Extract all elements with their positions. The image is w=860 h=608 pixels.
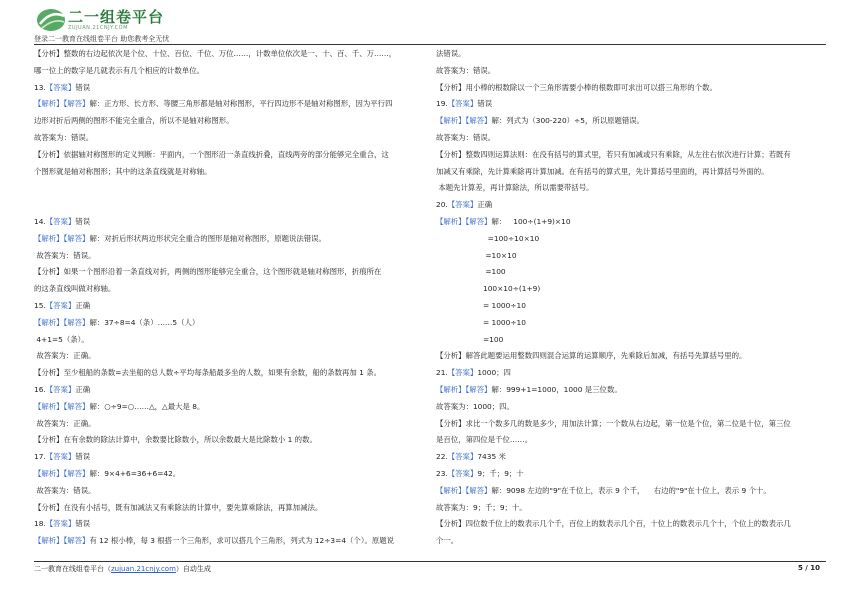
text-line: 【解析】【解答】有 12 根小棒，每 3 根搭一个三角形，求可以搭几个三角形，列式为 12÷3=4（个）。原题说 [34, 536, 395, 546]
text-line: 【解析】【解答】解：正方形、长方形、等腰三角形都是轴对称图形，平行四边形不是轴对称图形，因为平行四 [34, 99, 393, 109]
text-line: 故答案为：错误。 [34, 132, 94, 142]
footer-source [34, 564, 211, 574]
text-line: =100÷10×10 [436, 233, 540, 243]
text-line: 加减又有乘除，先计算乘除再计算加减。在有括号的算式里，先计算括号里面的，再计算括号外面的。 [436, 166, 769, 176]
right-column [436, 46, 828, 550]
footer-link[interactable]: zujuan.21cnjy.com [111, 565, 176, 573]
text-line: 故答案为：错误。 [436, 65, 496, 75]
text-line: 个图形就是轴对称图形；其中的这条直线就是对称轴。 [34, 166, 212, 176]
page-header [0, 0, 860, 46]
footer-prefix: 二一教育在线组卷平台（ [34, 565, 111, 573]
text-line: = 1000÷10 [436, 300, 526, 310]
footer-divider [34, 561, 826, 562]
text-line: 个一。 [436, 536, 459, 546]
text-line: 哪一位上的数字是几就表示有几个相应的计数单位。 [34, 65, 204, 75]
header-divider [34, 44, 826, 45]
header-tagline: 登录二一教育在线组卷平台 助您教考全无忧 [34, 35, 170, 43]
brand-name: 二一组卷平台 [68, 8, 165, 26]
text-line: 15.【答案】正确 [34, 300, 91, 310]
text-line: 【解析】【解答】解：999+1=1000，1000 是三位数。 [436, 384, 622, 394]
text-line: 故答案为：正确。 [34, 418, 96, 428]
text-line: 【分析】求比一个数多几的数是多少，用加法计算；一个数从右边起，第一位是个位，第二位是十位，第三位 [436, 418, 791, 428]
text-line: 13.【答案】错误 [34, 82, 91, 92]
text-line: 【分析】依据轴对称图形的定义判断：平面内，一个图形沿一条直线折叠，直线两旁的部分能够完全重合，这 [34, 149, 389, 159]
text-line: 的这条直线叫做对称轴。 [34, 284, 116, 294]
text-line: 23.【答案】9；千；9；十 [436, 468, 524, 478]
text-line: 【分析】整数的右边起依次是个位、十位、百位、千位、万位……，计数单位依次是一、十、百、千、万……， [34, 49, 397, 58]
text-line: 【分析】解答此题要运用整数四则混合运算的运算顺序，先乘除后加减，有括号先算括号里的。 [436, 351, 747, 361]
text-line: 【分析】整数四则运算法则：在没有括号的算式里，若只有加减或只有乘除，从左往右依次进行计算；若既有 [436, 149, 791, 159]
text-line: 【解析】【解答】解：9×4+6=36+6=42。 [34, 468, 181, 478]
text-line: 19.【答案】错误 [436, 99, 493, 109]
brand-domain: ZUJUAN.21CNJY.COM [68, 25, 128, 31]
text-line: 故答案为：正确。 [34, 351, 96, 361]
text-line: 故答案为：错误。 [436, 132, 496, 142]
text-line: =100 [436, 267, 506, 277]
text-line: 【分析】至少租船的条数=去坐船的总人数÷平均每条船最多坐的人数，如果有余数，船的条数再加 1 条。 [34, 368, 381, 378]
text-line: 18.【答案】错误 [34, 519, 91, 529]
text-line: 14.【答案】错误 [34, 216, 91, 226]
text-line: = 1000÷10 [436, 317, 526, 327]
text-line: 22.【答案】7435 米 [436, 452, 506, 462]
footer-suffix: ）自动生成 [175, 565, 211, 573]
text-line: 100×10÷(1+9) [436, 284, 541, 294]
text-line: 【解析】【解答】解：列式为（300-220）÷5，所以原题错误。 [436, 116, 645, 126]
text-line: 故答案为：错误。 [34, 250, 96, 260]
text-line [34, 197, 426, 214]
text-line: 是百位，第四位是千位……。 [436, 435, 533, 445]
text-line: 【分析】四位数千位上的数表示几个千，百位上的数表示几个百，十位上的数表示几个十，个位上的数表示几 [436, 519, 791, 529]
text-line: 【分析】用小棒的根数除以一个三角形需要小棒的根数即可求出可以搭三角形的个数。 [436, 82, 717, 92]
text-line: 【解析】【解答】解：○÷9=○……△，△最大是 8。 [34, 401, 205, 411]
text-line: 故答案为：错误。 [34, 485, 96, 495]
text-line: 【解析】【解答】解： 100÷(1+9)×10 [436, 216, 571, 226]
text-line: 【分析】在没有小括号，既有加减法又有乘除法的计算中，要先算乘除法，再算加减法。 [34, 502, 323, 512]
text-line: 边形对折后两侧的图形不能完全重合，所以不是轴对称图形。 [34, 116, 234, 126]
text-line: 21.【答案】1000；四 [436, 368, 511, 378]
text-line: 【分析】如果一个图形沿着一条直线对折，两侧的图形能够完全重合，这个图形就是轴对称图形，折痕所在 [34, 267, 382, 277]
text-line: 4+1=5（条）。 [34, 334, 89, 344]
text-line: 本题先计算差，再计算除法，所以需要带括号。 [436, 183, 594, 193]
left-column [34, 46, 426, 550]
text-line: 【解析】【解答】解：9098 左边的"9"在千位上，表示 9 个千， 右边的"9"在十位上，表示 9 个十。 [436, 485, 771, 495]
text-line: 故答案为：9；千；9；十。 [436, 502, 527, 512]
text-line: 故答案为：1000；四。 [436, 401, 514, 411]
text-line: 17.【答案】错误 [34, 452, 91, 462]
text-line: 法错误。 [436, 49, 466, 58]
text-line: 16.【答案】正确 [34, 384, 91, 394]
text-line: 【解析】【解答】解：对折后形状两边形状完全重合的图形是轴对称图形，原题说法错误。 [34, 233, 326, 243]
page-number: 5 / 10 [797, 564, 820, 572]
text-line: 20.【答案】正确 [436, 200, 493, 210]
text-line [34, 180, 426, 197]
text-line: 【解析】【解答】解：37÷8=4（条）……5（人） [34, 317, 200, 327]
text-line: =100 [436, 334, 504, 344]
text-line: =10×10 [436, 250, 517, 260]
text-line: 【分析】在有余数的除法计算中，余数要比除数小，所以余数最大是比除数小 1 的数。 [34, 435, 317, 445]
